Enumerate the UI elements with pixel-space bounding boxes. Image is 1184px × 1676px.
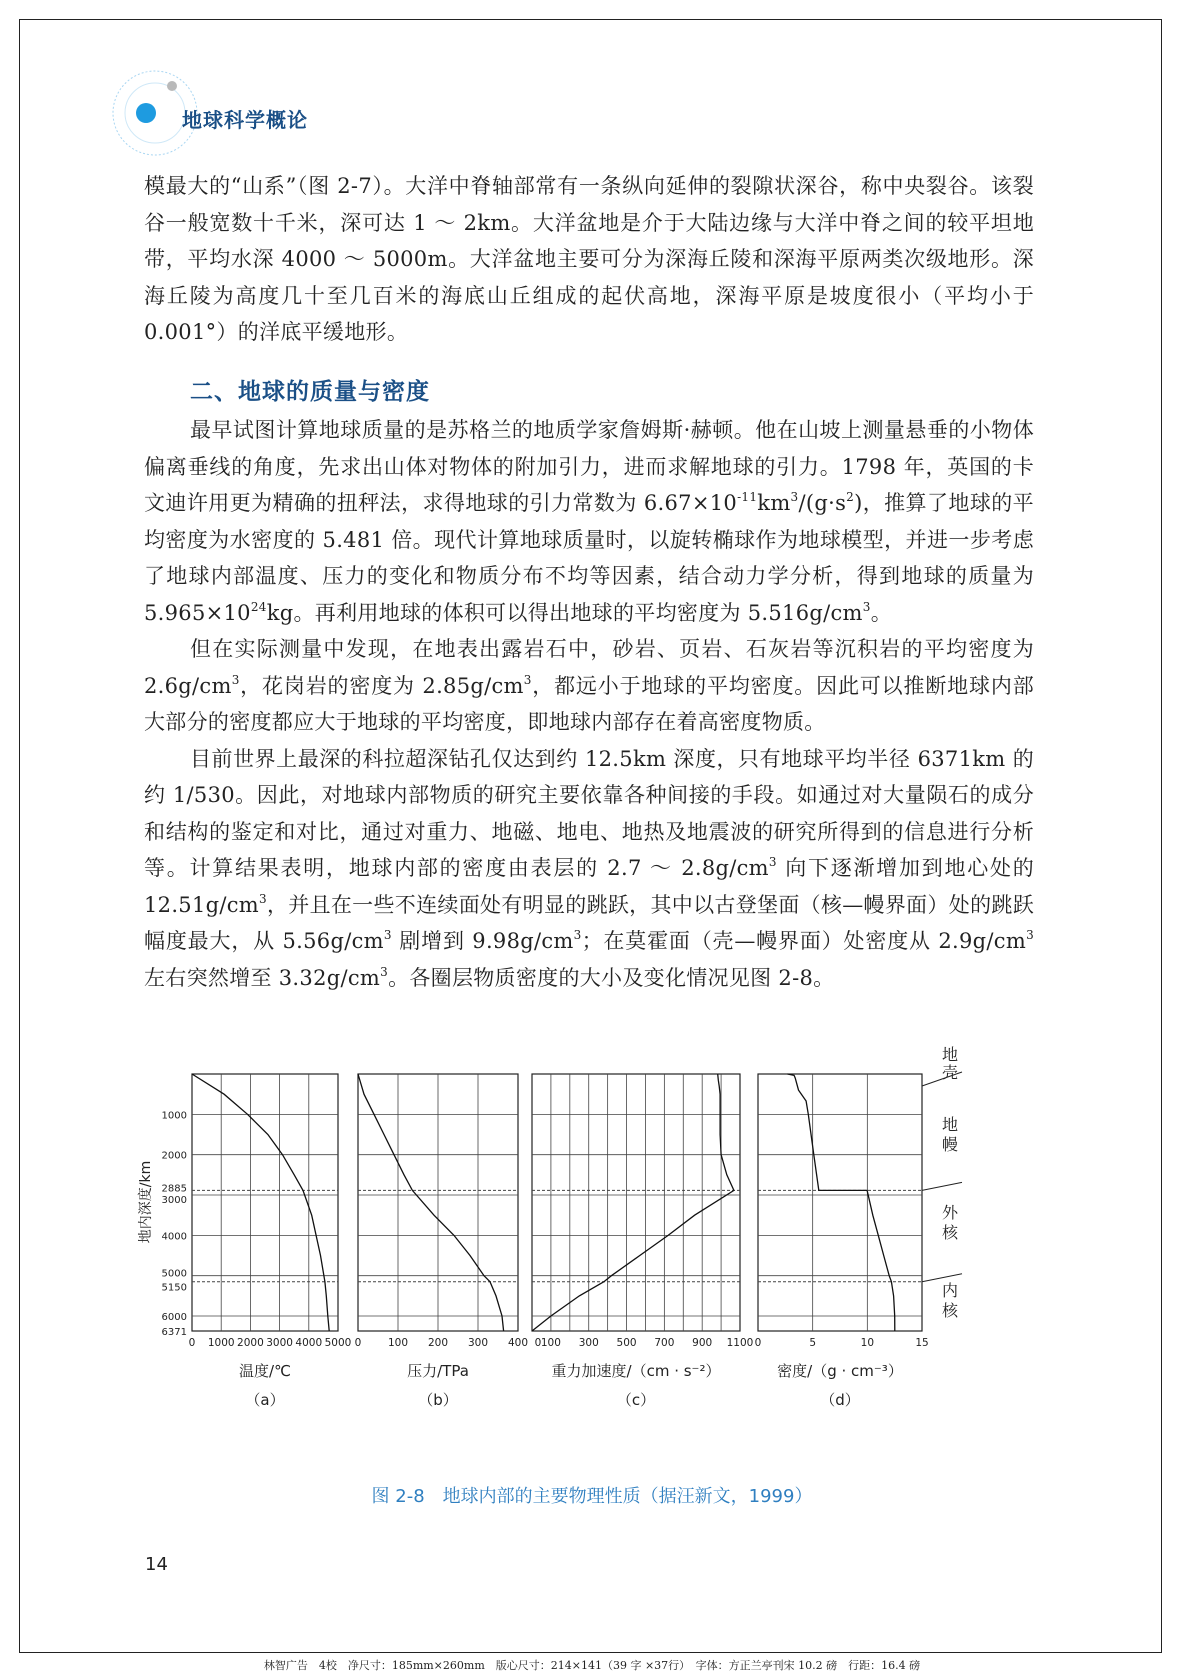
x-tick-label: 0 [354, 1337, 362, 1349]
text-block-2 [144, 412, 1034, 996]
x-axis-title-b: 压力/TPa [407, 1362, 469, 1380]
y-tick-label: 5150 [161, 1282, 187, 1294]
panel-frame-a [192, 1074, 338, 1331]
section-heading: 二、地球的质量与密度 [190, 379, 430, 405]
layer-label-1: 地 [941, 1115, 959, 1134]
paragraph-1: 模最大的“山系”（图 2-7）。大洋中脊轴部常有一条纵向延伸的裂隙状深谷，称中央裂谷。该裂谷一般宽数十千米，深可达 1 ～ 2km。大洋盆地是介于大陆边缘与大洋中脊之间的较平坦地带，平均水深 4000 ～ 5000m。大洋盆地主要可分为深海丘陵和深海平原两类次级地形。深海丘陵为高度几十至几百米的海底山丘组成的起伏高地，深海平原是坡度很小（平均小于 0.001°）的洋底平缓地形。 [144, 174, 1034, 344]
x-axis-title-d: 密度/（g · cm⁻³） [777, 1362, 903, 1380]
print-specs-footer: 林智广告 4校 净尺寸：185mm×260mm 版心尺寸：214×141（39 字 ×37行） 字体：方正兰亭刊宋 10.2 磅 行距：16.4 磅 [263, 1659, 921, 1672]
layer-label-3: 核 [941, 1301, 959, 1320]
x-tick-label: 900 [692, 1337, 713, 1349]
x-tick-label: 0 [754, 1337, 762, 1349]
layer-label-1: 幔 [941, 1135, 959, 1154]
panel-frame-d [758, 1074, 922, 1331]
y-tick-label: 2885 [161, 1183, 187, 1195]
data-curve-c [532, 1074, 734, 1331]
y-tick-label: 4000 [161, 1231, 187, 1243]
x-tick-label: 0 [188, 1337, 196, 1349]
x-tick-label: 400 [507, 1337, 529, 1349]
y-axis-title: 地内深度/km [138, 1160, 154, 1244]
y-tick-label: 3000 [161, 1195, 187, 1207]
data-curve-b [358, 1074, 504, 1331]
x-tick-label: 700 [654, 1337, 675, 1349]
text-block-1 [144, 168, 1034, 351]
paragraph-3: 但在实际测量中发现，在地表出露岩石中，砂岩、页岩、石灰岩等沉积岩的平均密度为 $2.6g/cm^3$，花岗岩的密度为 $2.85g/cm^3$，都远小于地球的平均密度。因此可以推断地球内部大部分的密度都应大于地球的平均密度，即地球内部存在着高密度物质。 [144, 637, 1034, 734]
y-tick-label: 6371 [161, 1327, 187, 1338]
x-tick-label: 5 [809, 1337, 817, 1349]
panel-label-c: （c） [616, 1391, 656, 1409]
x-tick-label: 1000 [207, 1337, 235, 1349]
figure-caption: 图 2-8 地球内部的主要物理性质（据汪新文，1999） [371, 1486, 813, 1507]
book-title: 地球科学概论 [182, 108, 308, 132]
y-tick-label: 6000 [161, 1312, 187, 1324]
page-number: 14 [145, 1554, 168, 1575]
x-tick-label: 300 [467, 1337, 489, 1349]
x-tick-label: 200 [427, 1337, 449, 1349]
earth-interior-figure [130, 1040, 1040, 1480]
paragraph-2: 最早试图计算地球质量的是苏格兰的地质学家詹姆斯·赫顿。他在山坡上测量悬垂的小物体偏离垂线的角度，先求出山体对物体的附加引力，进而求解地球的引力。1798 年，英国的卡文迪许用更为精确的扭秤法，求得地球的引力常数为 $6.67\times 10^{-11}km^3/(g\cdot s^2)$，推算了地球的平均密度为水密度的 5.481 倍。现代计算地球质量时，以旋转椭球作为地球模型，并进一步考虑了地球内部温度、压力的变化和物质分布不均等因素，结合动力学分析，得到地球的质量为 $5.965\times 10^{24}kg$。再利用地球的体积可以得出地球的平均密度为 $5.516g/cm^3$。 [144, 418, 1034, 625]
data-curve-d [788, 1074, 895, 1331]
y-tick-label: 2000 [161, 1150, 187, 1162]
x-tick-label: 100 [540, 1337, 561, 1349]
x-tick-label: 3000 [266, 1337, 293, 1349]
x-tick-label: 10 [860, 1337, 875, 1349]
x-tick-label: 0 [534, 1337, 542, 1349]
x-axis-title-a: 温度/℃ [239, 1362, 291, 1380]
x-tick-label: 2000 [237, 1337, 264, 1349]
x-tick-label: 5000 [324, 1337, 352, 1349]
paragraph-4: 目前世界上最深的科拉超深钻孔仅达到约 12.5km 深度，只有地球平均半径 6371km 的约 1/530。因此，对地球内部物质的研究主要依靠各种间接的手段。如通过对大量陨石的成分和结构的鉴定和对比，通过对重力、地磁、地电、地热及地震波的研究所得到的信息进行分析等。计算结果表明，地球内部的密度由表层的 2.7 ～ $2.8g/cm^3$ 向下逐渐增加到地心处的 $12.51g/cm^3$，并且在一些不连续面处有明显的跳跃，其中以古登堡面（核—幔界面）处的跳跃幅度最大，从 $5.56g/cm^3$ 剧增到 $9.98g/cm^3$；在莫霍面（壳—幔界面）处密度从 $2.9g/cm^3$ 左右突然增至 $3.32g/cm^3$。各圈层物质密度的大小及变化情况见图 2-8。 [144, 746, 1035, 990]
y-tick-label: 1000 [161, 1110, 187, 1122]
panel-frame-c [532, 1074, 740, 1331]
layer-label-3: 内 [941, 1281, 959, 1300]
layer-label-2: 外 [941, 1203, 959, 1222]
layer-label-2: 核 [941, 1223, 959, 1242]
x-tick-label: 500 [616, 1337, 637, 1349]
x-tick-label: 100 [387, 1337, 409, 1349]
x-tick-label: 1100 [726, 1337, 754, 1349]
x-tick-label: 15 [915, 1337, 929, 1349]
y-tick-label: 5000 [161, 1268, 187, 1280]
panel-label-a: （a） [245, 1391, 285, 1409]
panel-label-d: （d） [820, 1391, 860, 1409]
x-axis-title-c: 重力加速度/（cm · s⁻²） [551, 1362, 721, 1380]
layer-label-0: 地 [941, 1045, 959, 1064]
x-tick-label: 4000 [295, 1337, 323, 1349]
panel-label-b: （b） [418, 1391, 458, 1409]
layer-label-0: 壳 [941, 1063, 959, 1082]
x-tick-label: 300 [578, 1337, 599, 1349]
layer-separator-mantle [922, 1182, 962, 1190]
